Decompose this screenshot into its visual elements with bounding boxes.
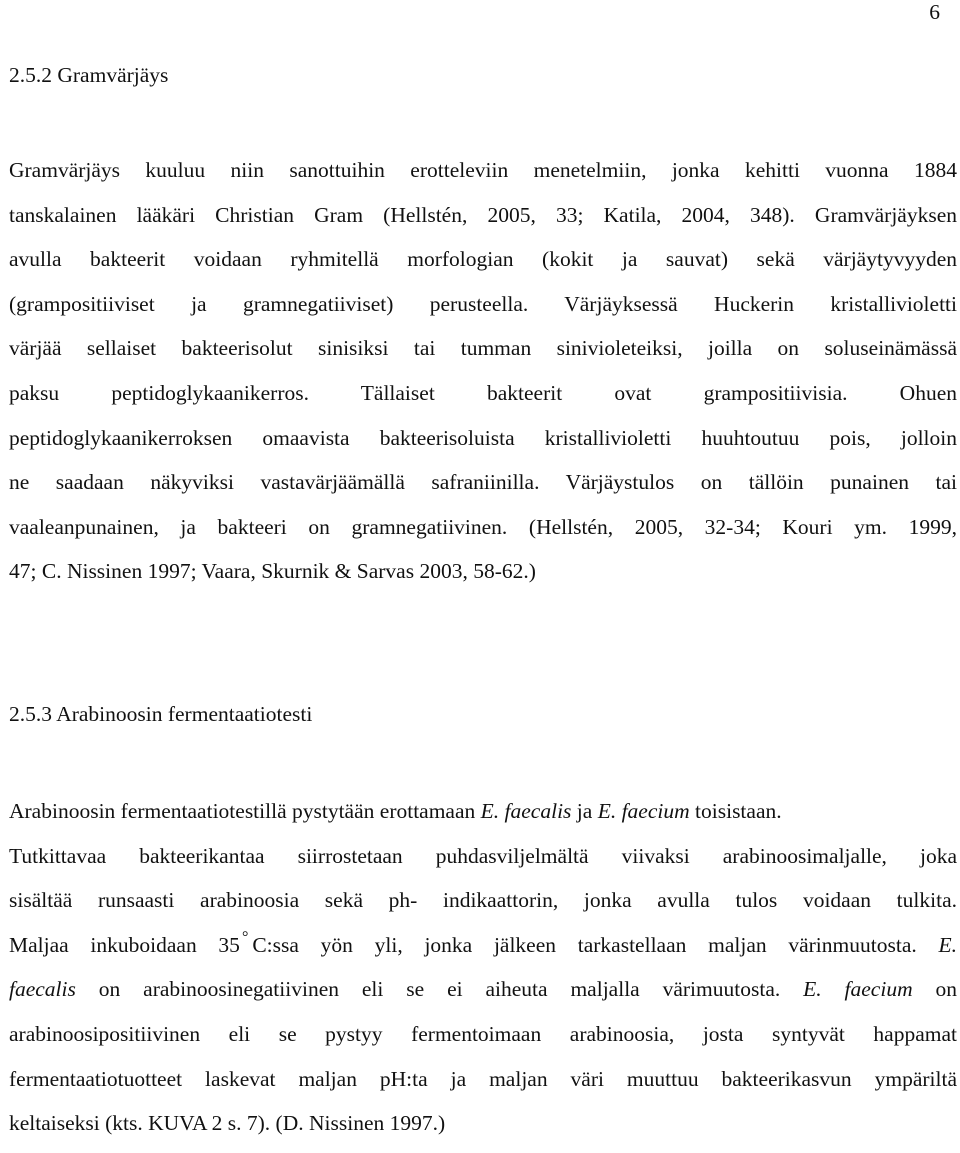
section-heading-arabinoosi: 2.5.3 Arabinoosin fermentaatiotesti — [9, 702, 313, 726]
text-line: värjää sellaiset bakteerisolut sinisiksi tai tumman sinivioleteiksi, joilla on soluseinämässä — [9, 336, 957, 361]
text-run: Arabinoosin fermentaatiotestillä pystytään erottamaan — [9, 799, 481, 823]
text-run: Maljaa inkuboidaan 35 — [9, 932, 240, 957]
text-line: paksu peptidoglykaanikerros. Tällaiset bakteerit ovat grampositiivisia. Ohuen — [9, 380, 957, 405]
text-line: peptidoglykaanikerroksen omaavista bakteerisoluista kristallivioletti huuhtoutuu pois, jolloin — [9, 425, 957, 450]
text-line — [9, 930, 957, 975]
text-line: 47; C. Nissinen 1997; Vaara, Skurnik & Sarvas 2003, 58-62.) — [9, 559, 536, 584]
paragraph-arabinoosi — [9, 796, 957, 1153]
text-line: Tutkittavaa bakteerikantaa siirrostetaan puhdasviljelmältä viivaksi arabinoosimaljalle, joka — [9, 843, 957, 868]
text-line: tanskalainen lääkäri Christian Gram (Hellstén, 2005, 33; Katila, 2004, 348). Gramvärjäyksen — [9, 202, 957, 227]
text-line: avulla bakteerit voidaan ryhmitellä morfologian (kokit ja sauvat) sekä värjäytyvyyden — [9, 247, 957, 272]
text-run: toisistaan. — [689, 799, 782, 823]
degree-symbol: ° — [241, 928, 249, 946]
text-line: sisältää runsaasti arabinoosia sekä ph- indikaattorin, jonka avulla tulos voidaan tulkita. — [9, 888, 957, 913]
page-number: 6 — [929, 0, 940, 24]
text-line: ne saadaan näkyviksi vastavärjäämällä safraniinilla. Värjäystulos on tällöin punainen tai — [9, 470, 957, 495]
text-line: fermentaatiotuotteet laskevat maljan pH:ta ja maljan väri muuttuu bakteerikasvun ympäriltä — [9, 1066, 957, 1091]
text-run: ja — [571, 799, 598, 823]
species-name: faecalis — [9, 977, 76, 1002]
text-run: on arabinoosinegatiivinen eli se ei aiheuta maljalla värimuutosta. — [75, 977, 804, 1002]
paragraph-gramvarjays — [9, 155, 957, 601]
text-line: vaaleanpunainen, ja bakteeri on gramnegatiivinen. (Hellstén, 2005, 32-34; Kouri ym. 1999, — [9, 514, 957, 539]
text-line — [9, 974, 957, 1019]
species-name: E. faecalis — [480, 799, 572, 823]
text-line: arabinoosipositiivinen eli se pystyy fermentoimaan arabinoosia, josta syntyvät happamat — [9, 1021, 957, 1046]
text-line: (grampositiiviset ja gramnegatiiviset) perusteella. Värjäyksessä Huckerin kristallivioletti — [9, 291, 957, 316]
text-run: C:ssa yön yli, jonka jälkeen tarkastellaan maljan värinmuutosta. — [252, 932, 939, 957]
text-line: keltaiseksi (kts. KUVA 2 s. 7). (D. Nissinen 1997.) — [9, 1111, 446, 1136]
text-run: on — [912, 977, 958, 1002]
species-name: E. faecium — [597, 799, 690, 823]
species-name: E. — [938, 932, 957, 957]
section-heading-gramvarjays: 2.5.2 Gramvärjäys — [9, 63, 169, 87]
text-line — [9, 796, 957, 841]
text-line: Gramvärjäys kuuluu niin sanottuihin erotteleviin menetelmiin, jonka kehitti vuonna 1884 — [9, 158, 957, 182]
species-name: E. faecium — [803, 977, 913, 1002]
